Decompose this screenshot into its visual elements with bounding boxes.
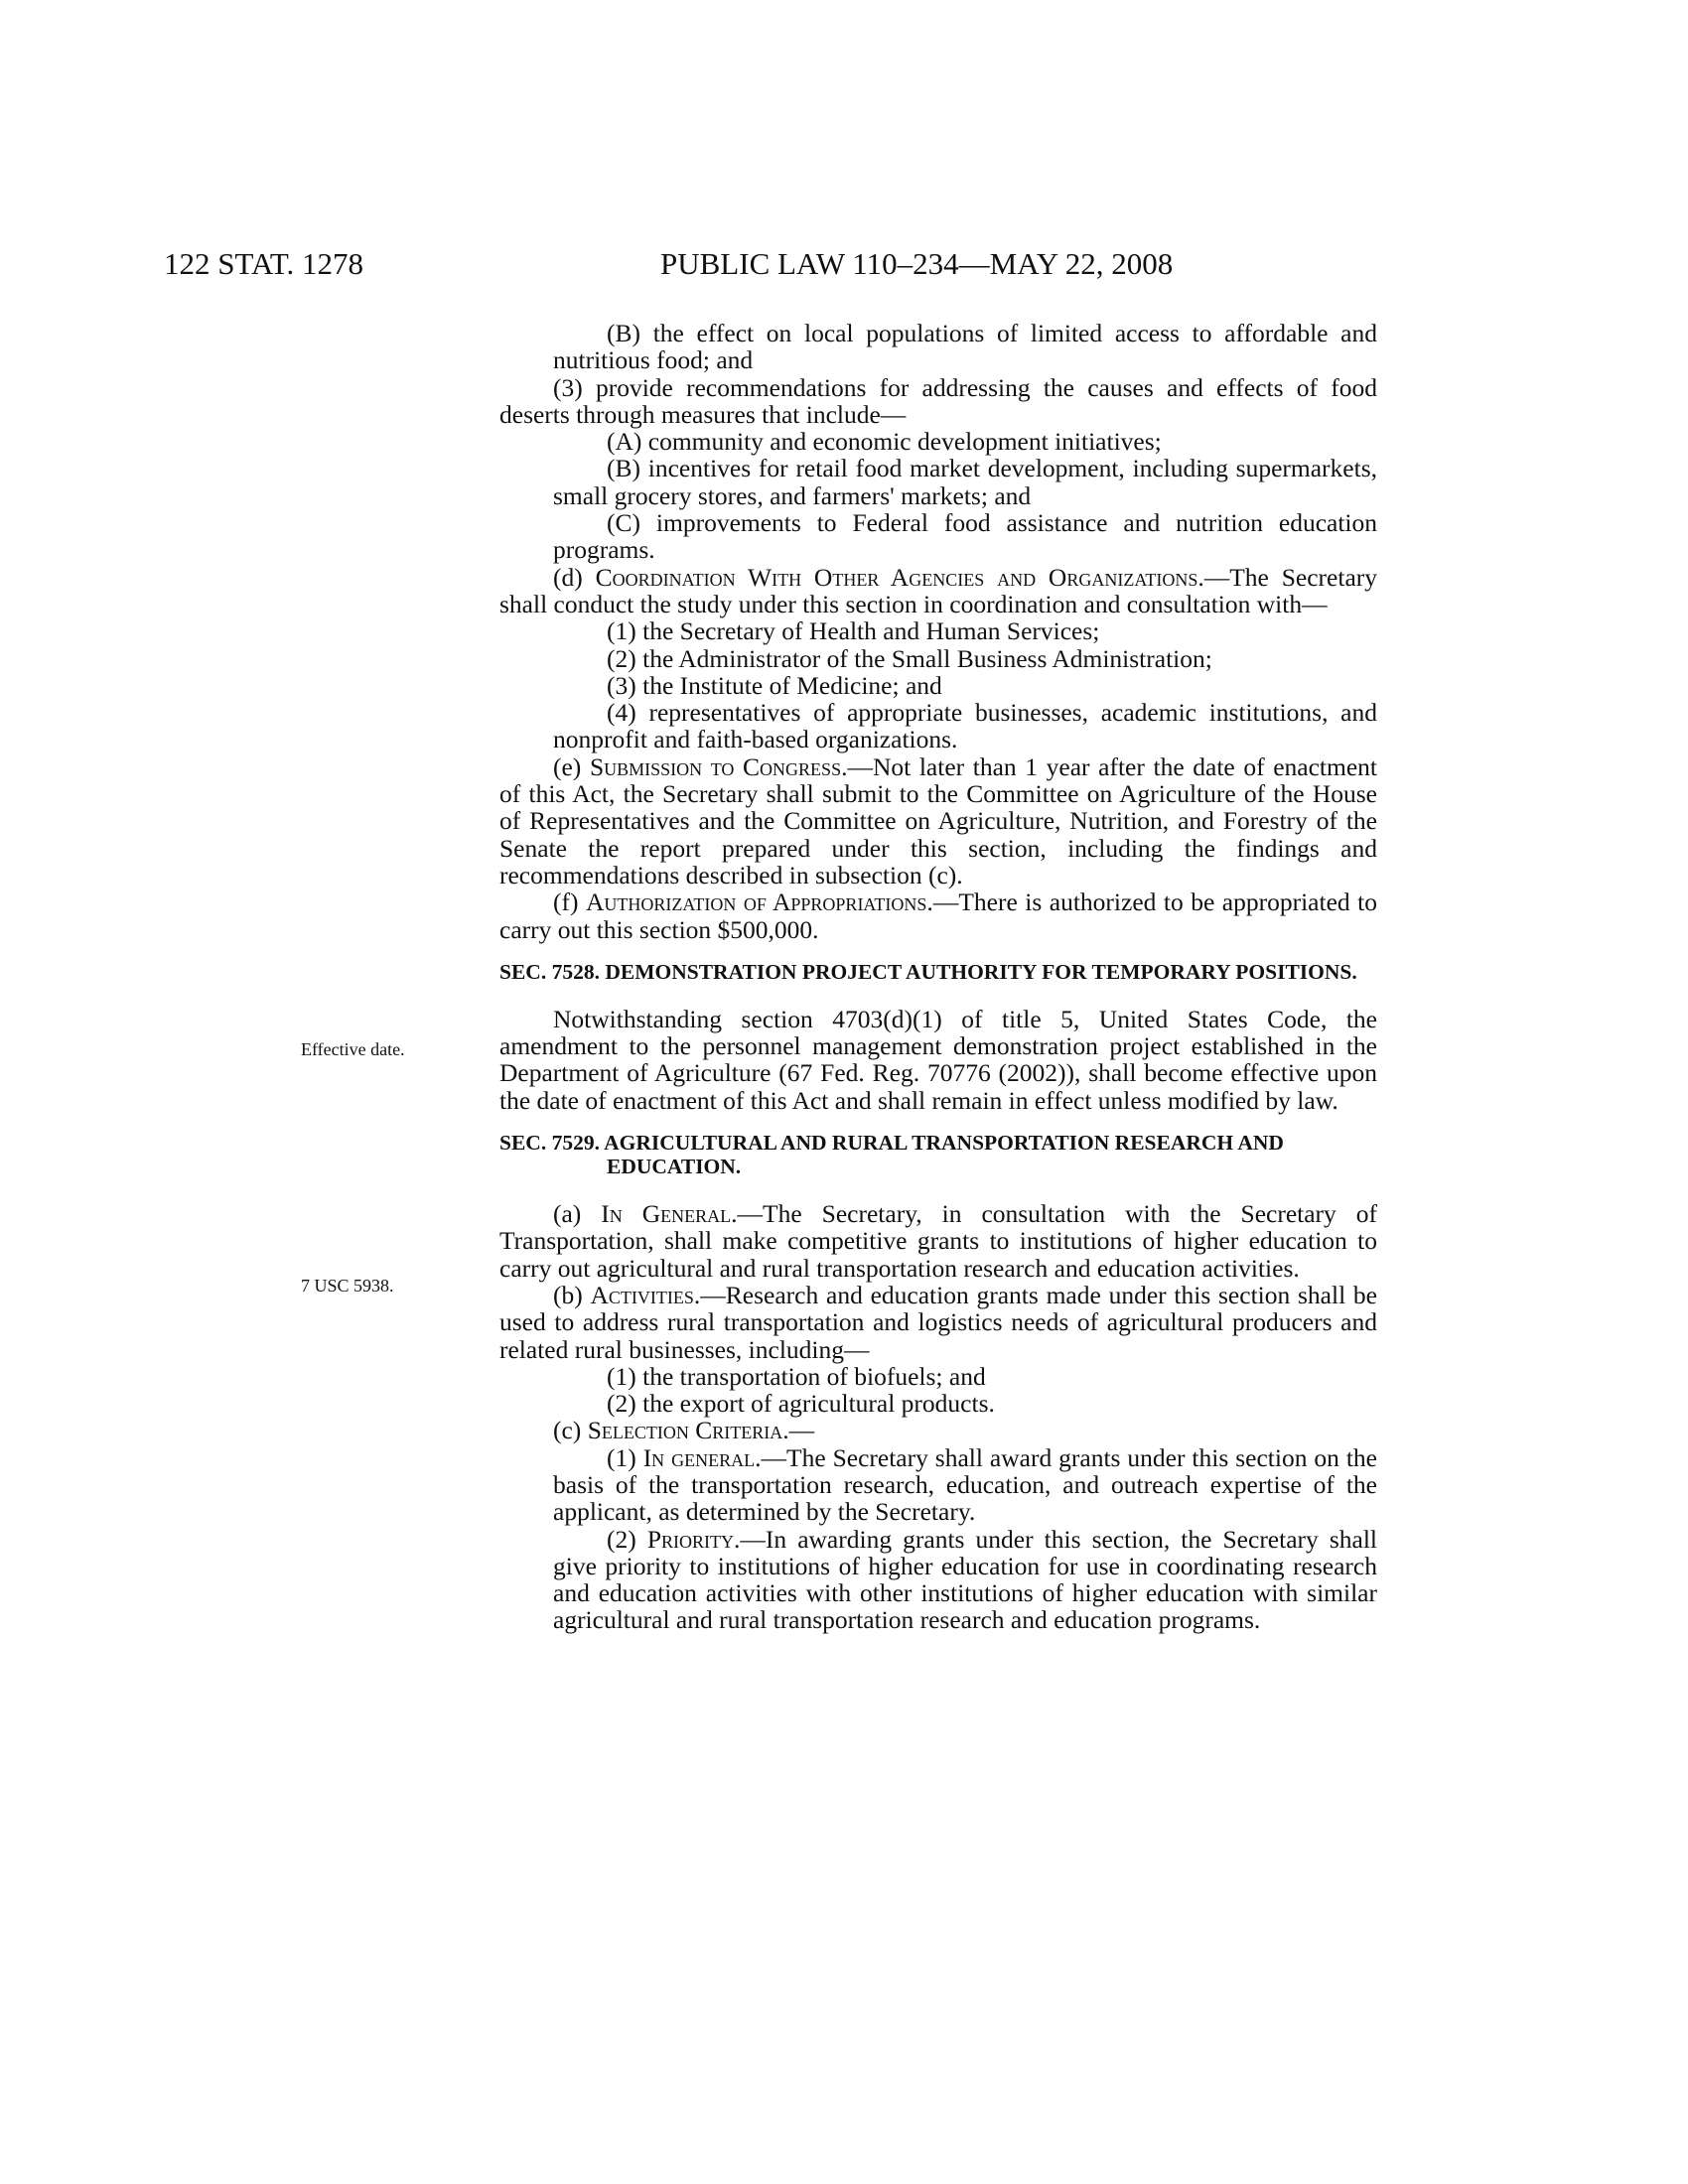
paragraph-b2: (2) the export of agricultural products. — [607, 1389, 995, 1419]
subsection-b-number: (b) — [553, 1280, 583, 1309]
paragraph-d4: (4) representatives of appropriate businesses, academic institutions, and nonprofit and faith-based organizations. — [553, 698, 1377, 754]
subsection-d-text: —The Secretary shall conduct the study under this section in coordination and consultation with— — [499, 562, 1378, 618]
paragraph-b1: (1) the transportation of biofuels; and — [607, 1361, 986, 1391]
document-body — [499, 320, 1377, 1634]
subsection-a-heading: In General. — [601, 1199, 738, 1229]
paragraph-d2: (2) the Administrator of the Small Business Administration; — [607, 643, 1212, 673]
section-7529-heading: SEC. 7529. AGRICULTURAL AND RURAL TRANSPORTATION RESEARCH AND EDUCATION. — [499, 1131, 1284, 1179]
subsection-a-number: (a) — [553, 1199, 582, 1229]
paragraph-b-incentives: (B) incentives for retail food market development, including supermarkets, small grocery stores, and farmers' markets; and — [553, 454, 1377, 510]
subsection-e-number: (e) — [553, 751, 582, 781]
paragraph-c1-number: (1) — [607, 1442, 636, 1472]
subsection-b — [499, 1282, 1377, 1363]
paragraph-b-effect: (B) the effect on local populations of limited access to affordable and nutritious food; and — [553, 319, 1377, 375]
subsection-e-text: —Not later than 1 year after the date of enactment of this Act, the Secretary shall submit to the Committee on Agriculture of the House of Representatives and the Committee on Agriculture, Nutrition, and Forestry of the Senate the report prepared under this section, including the findings and recommendations described in subsection (c). — [499, 751, 1377, 889]
paragraph-c2 — [499, 1526, 1377, 1634]
subsection-f — [499, 888, 1377, 943]
paragraph-a-community: (A) community and economic development initiatives; — [607, 427, 1162, 457]
subsection-a — [499, 1200, 1377, 1282]
paragraph-c1 — [499, 1444, 1377, 1526]
paragraph-c1-text: —The Secretary shall award grants under this section on the basis of the transportation research, education, and outreach expertise of the applicant, as determined by the Secretary. — [553, 1442, 1378, 1527]
public-law-title: PUBLIC LAW 110–234—MAY 22, 2008 — [660, 246, 1174, 281]
page-header — [164, 246, 1385, 286]
section-7528-heading: SEC. 7528. DEMONSTRATION PROJECT AUTHORITY FOR TEMPORARY POSITIONS. — [499, 959, 1357, 984]
section-7528-text: Notwithstanding section 4703(d)(1) of title 5, United States Code, the amendment to the personnel management demonstration project established in the Department of Agriculture (67 Fed. Reg. 70776 (2002)), shall become effective upon the date of enactment of this Act and shall remain in effect unless modified by law. — [499, 1004, 1377, 1115]
sidenote-effective-date: Effective date. — [301, 1039, 405, 1059]
sidenote-usc-citation: 7 USC 5938. — [301, 1276, 394, 1296]
subsection-c-text: — — [788, 1416, 815, 1445]
subsection-d — [499, 564, 1377, 618]
paragraph-d1: (1) the Secretary of Health and Human Services; — [607, 616, 1100, 646]
paragraph-c2-number: (2) — [607, 1524, 636, 1554]
subsection-f-text: —There is authorized to be appropriated to carry out this section $500,000. — [499, 887, 1377, 944]
subsection-b-text: —Research and education grants made under this section shall be used to address rural transportation and logistics needs of agricultural producers and related rural businesses, including— — [499, 1280, 1378, 1364]
paragraph-c2-text: —In awarding grants under this section, the Secretary shall give priority to institutions of higher education for use in coordinating research and education activities with other institutions of higher education with similar agricultural and rural transportation research and education programs. — [553, 1524, 1378, 1635]
paragraph-3-recommendations: (3) provide recommendations for addressing the causes and effects of food deserts through measures that include— — [499, 372, 1377, 429]
paragraph-c-improvements: (C) improvements to Federal food assistance and nutrition education programs. — [553, 508, 1377, 565]
paragraph-c2-heading: Priority. — [646, 1524, 741, 1554]
paragraph-c1-heading: In general. — [642, 1442, 762, 1472]
subsection-b-heading: Activities. — [590, 1280, 701, 1309]
subsection-f-heading: Authorization of Appropriations. — [585, 887, 933, 917]
subsection-c-number: (c) — [553, 1416, 582, 1445]
paragraph-d3: (3) the Institute of Medicine; and — [607, 670, 942, 700]
subsection-d-number: (d) — [553, 562, 583, 592]
subsection-a-text: —The Secretary, in consultation with the Secretary of Transportation, shall make competitive grants to institutions of higher education to carry out agricultural and rural transportation research and education activities. — [499, 1199, 1377, 1283]
subsection-d-heading: Coordination With Other Agencies and Organizations. — [595, 562, 1204, 592]
statute-page-number: 122 STAT. 1278 — [164, 246, 364, 281]
subsection-e-heading: Submission to Congress. — [589, 751, 848, 781]
subsection-e — [499, 753, 1377, 888]
subsection-c-heading: Selection Criteria. — [587, 1416, 789, 1445]
subsection-f-number: (f) — [553, 887, 579, 917]
subsection-c — [499, 1417, 1377, 1443]
